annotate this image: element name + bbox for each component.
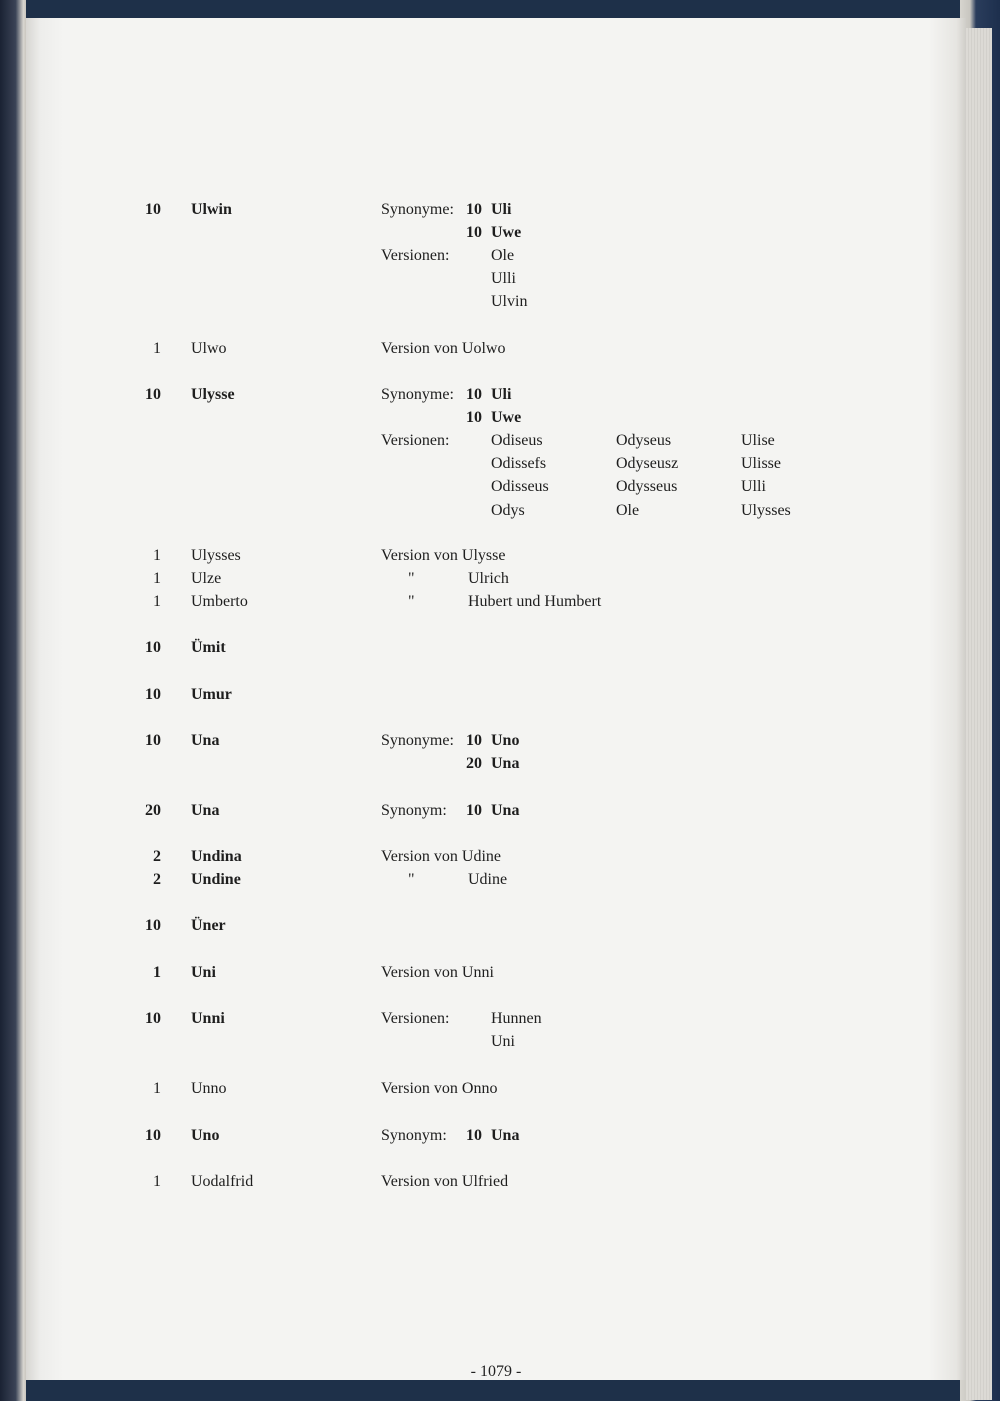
- entry-name: Uno: [191, 1127, 220, 1144]
- related-name: Ole: [616, 501, 640, 519]
- related-count: 10: [466, 802, 482, 819]
- entry-name: Ümit: [191, 639, 226, 656]
- entry-relation-label: Versionen:: [381, 432, 450, 450]
- entry-relation-label: ": [408, 871, 415, 888]
- entry-count: 10: [145, 917, 161, 934]
- entry-name: Ulysse: [191, 386, 235, 403]
- related-name: Odyseusz: [616, 455, 679, 473]
- entry-count: 10: [145, 386, 161, 403]
- related-name: Uni: [491, 1033, 515, 1051]
- related-name: Hunnen: [491, 1010, 542, 1027]
- related-name: Ole: [491, 247, 515, 265]
- entry-name: Umberto: [191, 593, 248, 610]
- related-name: Uli: [491, 201, 512, 218]
- related-name: Odysseus: [616, 478, 678, 496]
- entry-relation-label: Synonyme:: [381, 732, 454, 749]
- entry-name: Ulze: [191, 570, 222, 587]
- entry-count: 10: [145, 732, 161, 749]
- entry-relation-label: Versionen:: [381, 247, 450, 265]
- entry-name: Ulysses: [191, 547, 241, 564]
- entry-count: 10: [145, 1010, 161, 1027]
- entry-relation-label: Version von Onno: [381, 1080, 498, 1097]
- related-name: Uwe: [491, 224, 522, 242]
- entry-relation-label: Synonym:: [381, 1127, 447, 1144]
- entry-relation-label: Synonyme:: [381, 201, 454, 218]
- related-name: Ulvin: [491, 293, 528, 311]
- entry-count: 1: [153, 547, 161, 564]
- related-name: Ulrich: [468, 570, 509, 587]
- entry-name: Undine: [191, 871, 241, 888]
- entry-name: Ulwo: [191, 340, 227, 357]
- related-name: Odisseus: [491, 478, 549, 496]
- book-spine-left: [0, 0, 26, 1401]
- related-count: 20: [466, 755, 482, 773]
- entry-relation-label: Version von Udine: [381, 848, 501, 865]
- related-name: Una: [491, 755, 520, 773]
- entry-relation-label: Version von Ulfried: [381, 1173, 509, 1190]
- entry-count: 10: [145, 639, 161, 656]
- entry-count: 10: [145, 201, 161, 218]
- entry-count: 1: [153, 340, 161, 357]
- related-count: 10: [466, 1127, 482, 1144]
- page-number: - 1079 -: [470, 1363, 522, 1380]
- page-edges: [966, 28, 992, 1400]
- entry-name: Uodalfrid: [191, 1173, 254, 1190]
- related-name: Odissefs: [491, 455, 547, 473]
- entry-name: Üner: [191, 917, 226, 934]
- entry-count: 10: [145, 1127, 161, 1144]
- entry-count: 1: [153, 593, 161, 610]
- related-name: Una: [491, 1127, 520, 1144]
- related-name: Ulli: [491, 270, 516, 288]
- entry-name: Una: [191, 732, 220, 749]
- related-name: Uwe: [491, 409, 522, 427]
- related-name: Una: [491, 802, 520, 819]
- entry-count: 1: [153, 1080, 161, 1097]
- related-count: 10: [466, 732, 482, 749]
- entry-name: Una: [191, 802, 220, 819]
- related-name: Ulisse: [741, 455, 781, 473]
- entry-count: 2: [153, 871, 161, 888]
- related-name: Udine: [468, 871, 508, 888]
- related-name: Odiseus: [491, 432, 543, 450]
- related-name: Odyseus: [616, 432, 672, 450]
- entry-relation-label: Versionen:: [381, 1010, 450, 1027]
- book-page: [26, 18, 966, 1380]
- related-name: Ulli: [741, 478, 766, 496]
- related-name: Odys: [491, 501, 525, 519]
- entry-count: 10: [145, 686, 161, 703]
- entry-relation-label: Version von Ulysse: [381, 547, 506, 564]
- entry-count: 1: [153, 964, 161, 981]
- entry-relation-label: Version von Uolwo: [381, 340, 506, 357]
- entry-name: Umur: [191, 686, 232, 703]
- entry-name: Ulwin: [191, 201, 232, 218]
- entry-relation-label: Synonyme:: [381, 386, 454, 403]
- entry-name: Uni: [191, 964, 216, 981]
- entry-count: 20: [145, 802, 161, 819]
- entry-relation-label: ": [408, 570, 415, 587]
- related-count: 10: [466, 409, 482, 427]
- related-name: Uno: [491, 732, 520, 749]
- entry-name: Unni: [191, 1010, 225, 1027]
- entry-name: Unno: [191, 1080, 227, 1097]
- related-count: 10: [466, 224, 482, 242]
- entry-count: 1: [153, 1173, 161, 1190]
- entry-name: Undina: [191, 848, 242, 865]
- related-name: Ulise: [741, 432, 775, 450]
- entry-count: 2: [153, 848, 161, 865]
- entry-relation-label: Synonym:: [381, 802, 447, 819]
- related-count: 10: [466, 201, 482, 218]
- entry-relation-label: ": [408, 593, 415, 610]
- related-name: Hubert und Humbert: [468, 593, 602, 610]
- entry-count: 1: [153, 570, 161, 587]
- related-name: Ulysses: [741, 501, 791, 519]
- related-count: 10: [466, 386, 482, 403]
- related-name: Uli: [491, 386, 512, 403]
- entry-relation-label: Version von Unni: [381, 964, 494, 981]
